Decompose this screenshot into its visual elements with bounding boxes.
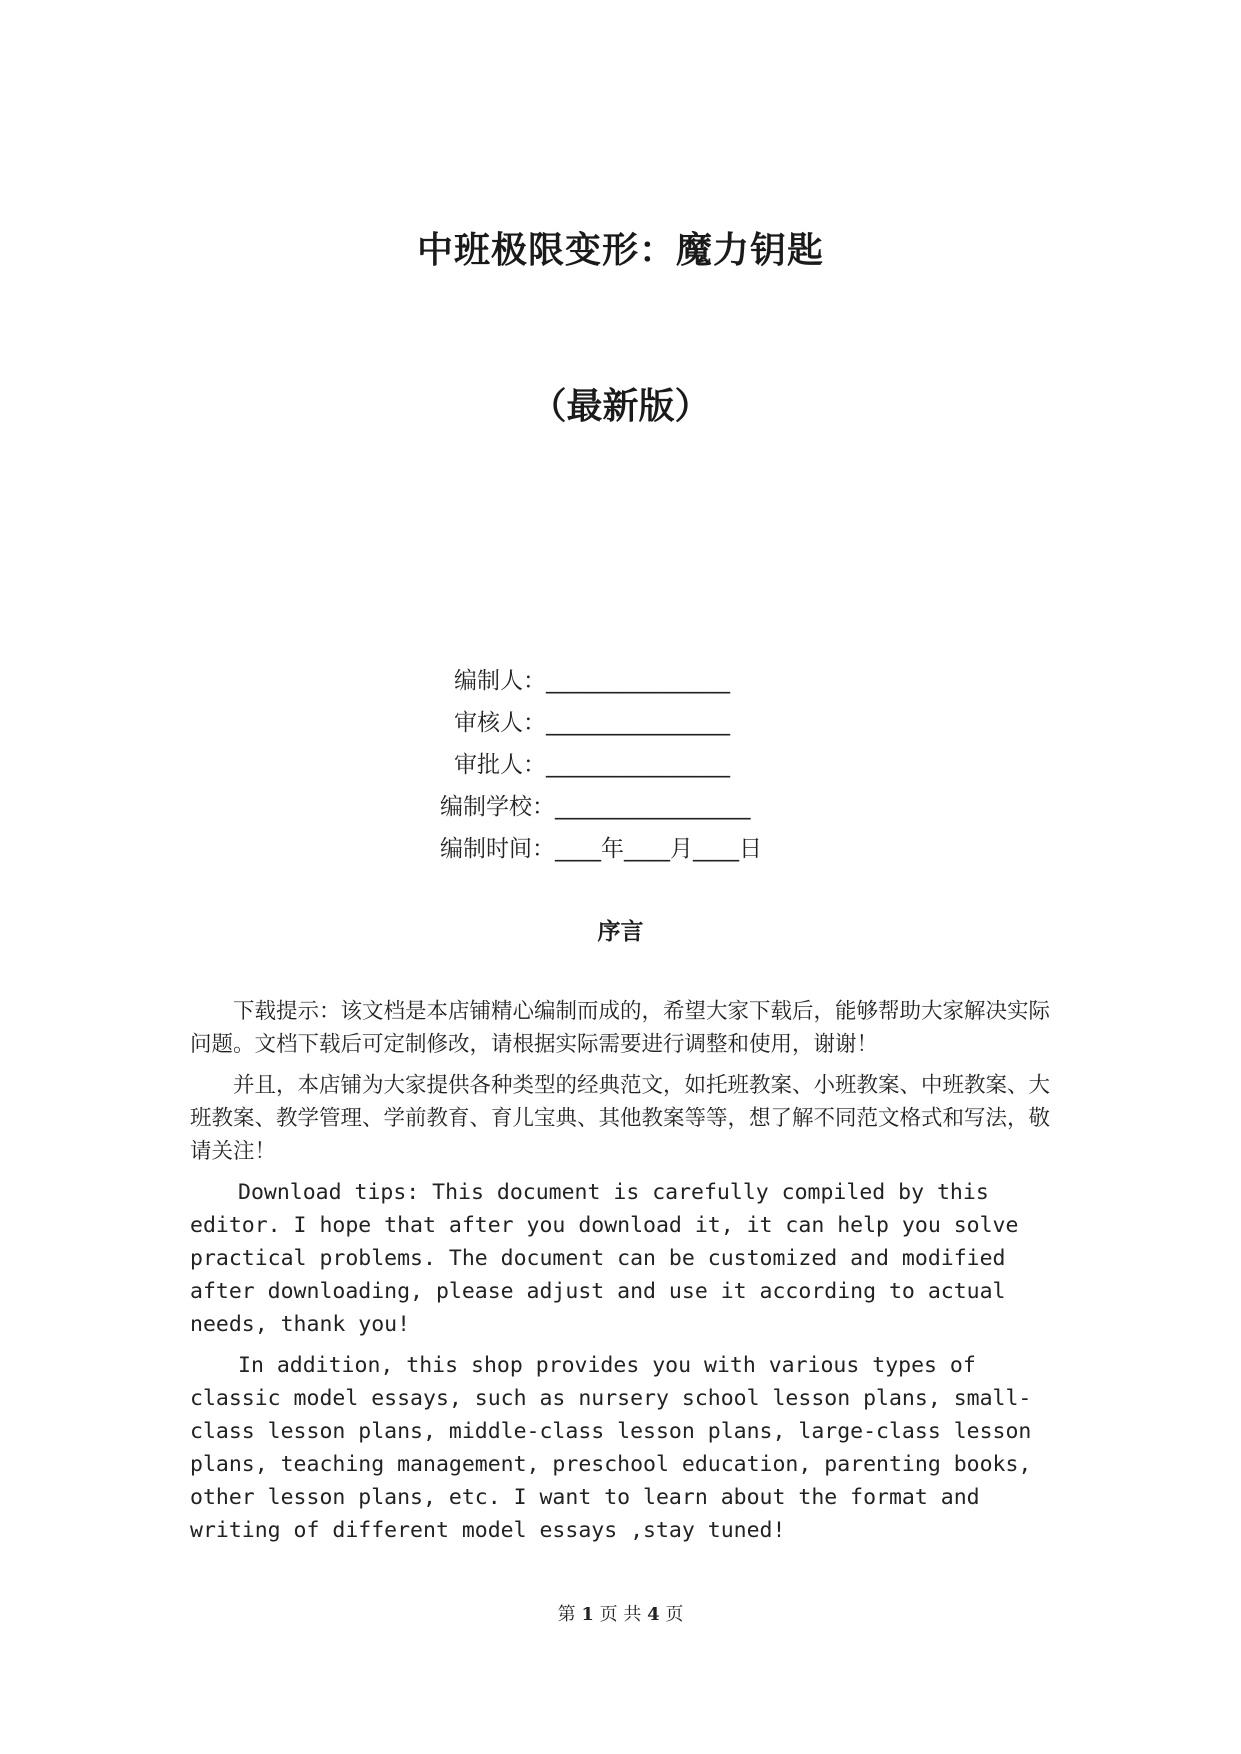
time-label: 编制时间：	[440, 836, 555, 862]
paragraph-download-tips-zh: 下载提示：该文档是本店铺精心编制而成的，希望大家下载后，能够帮助大家解决实际问题。文档下载后可定制修改，请根据实际需要进行调整和使用，谢谢！	[190, 999, 1051, 1057]
time-blank: ____年____月____日	[555, 836, 762, 862]
document-subtitle: （最新版）	[530, 386, 711, 427]
compiler-label: 编制人：	[454, 668, 546, 694]
total-pages-number: 4	[647, 1604, 660, 1625]
footer-prefix: 第	[557, 1604, 576, 1625]
current-page-number: 1	[581, 1604, 594, 1625]
paragraph-download-tips-en: Download tips: This document is carefully compiled by this editor. I hope that after you download it, it can help you solve practical problems. The document can be customized and modified after downloading, please adjust and use it according to actual needs, thank you!	[190, 1180, 1019, 1337]
time-row	[440, 828, 860, 870]
metadata-block	[440, 660, 860, 870]
approver-blank: ________________	[546, 752, 730, 778]
compiler-row	[440, 660, 860, 702]
preface-body	[190, 995, 1070, 1555]
reviewer-row	[440, 702, 860, 744]
footer-suffix: 页	[665, 1604, 684, 1625]
preface-heading: 序言	[597, 919, 644, 945]
school-blank: _________________	[555, 794, 751, 820]
document-title: 中班极限变形：魔力钥匙	[416, 230, 824, 271]
page-footer	[0, 1600, 1241, 1626]
footer-middle: 页 共	[599, 1604, 642, 1625]
reviewer-blank: ________________	[546, 710, 730, 736]
paragraph-additional-en: In addition, this shop provides you with various types of classic model essays, such as nursery school lesson plans, small-class lesson plans, middle-class lesson plans, large-class lesson plans, teaching management, preschool education, parenting books, other lesson plans, etc. I want to learn about the format and writing of different model essays ,stay tuned!	[190, 1353, 1032, 1543]
paragraph-additional-zh: 并且，本店铺为大家提供各种类型的经典范文，如托班教案、小班教案、中班教案、大班教案、教学管理、学前教育、育儿宝典、其他教案等等，想了解不同范文格式和写法，敬请关注！	[190, 1073, 1051, 1164]
approver-row	[440, 744, 860, 786]
school-row	[440, 786, 860, 828]
approver-label: 审批人：	[454, 752, 546, 778]
school-label: 编制学校：	[440, 794, 555, 820]
compiler-blank: ________________	[546, 668, 730, 694]
reviewer-label: 审核人：	[454, 710, 546, 736]
